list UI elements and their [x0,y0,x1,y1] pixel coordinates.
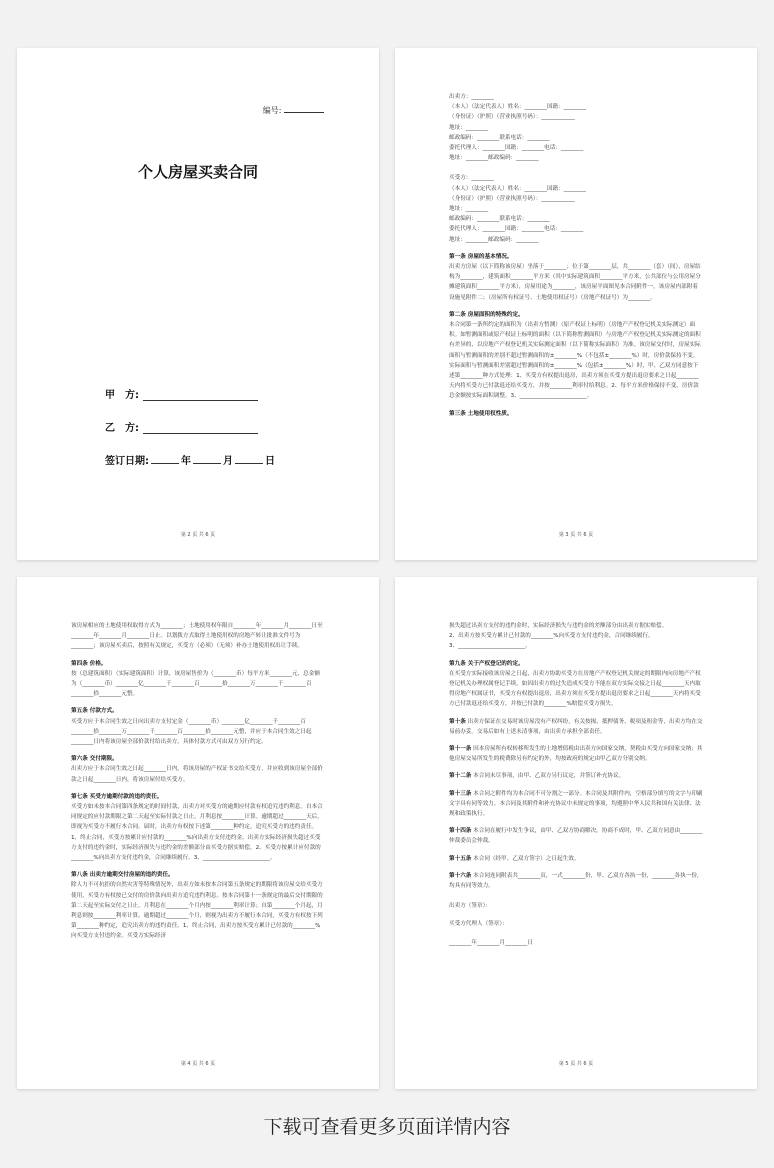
clause-heading: 第十六条 本合同连同附表共________页，一式________份，甲、乙双方各执一份，________各执一份，均具有同等效力。 [449,872,703,890]
clause-heading: 第十五条 本合同（经甲、乙双方签字）之日起生效。 [449,855,580,862]
text-line: 委托代理人：________国籍：________电话：________ [449,226,584,233]
clause-body: 买受方如未按本合同第四条规定的时间付款，出卖方对买受方的逾期应付款有权追究违约利息。自本合同规定的应付款期限之第二天起至实际付款之日止，月利息按________计算。逾期超过________天后，即视为买受方不履行本合同。届时，出卖方有权按下述第________种约定，追究买受方的违约责任。1、终止合同，买受方按累计应付款的________%向出卖方支付违约金。出卖方实际经济损失超过买受方支付的违约金时，实际经济损失与违约金的差额部分由买受方据实赔偿。2、买受方按累计应付款的________%向出卖方支付违约金，合同继续履行。3、________________________。 [71,804,323,862]
party-b-field: 乙 方: [105,419,258,434]
page-body [449,621,703,948]
text-line: 出卖方：________ [449,94,494,100]
signature-line: 出卖方（签章）： [449,903,491,910]
contract-page-5 [395,577,757,1089]
clause-body: 在买受方实际接收该房屋之日起，出卖方协助买受方在房地产产权登记机关规定的期限内向房地产产权登记机关办理权属登记手续。如因出卖方的过失造成买受方不能在双方实际交接之日起________天内取得房地产权属证书，买受方有权提出退房，出卖方须在买受方提出退房要求之日起________天内将买受方已付款退还给买受方，并按已付款的________%赔偿买受方损失。 [449,670,701,708]
signature-block [449,901,703,948]
contract-title: 个人房屋买卖合同 [137,163,258,181]
clause-body: 出卖方保证在交易时该房屋没有产权纠纷，有关按揭、抵押债务、税项及租金等，出卖方均在交易前办妥。交易后如有上述未清事项，由出卖方承担全部责任。 [449,718,703,735]
text-line: （本人）（法定代表人）姓名：________国籍：________ [449,104,587,111]
clause-heading: 第四条 价格。 [71,660,107,667]
text-line: 3、________________________。 [449,643,531,650]
page-number: 第 5 页 共 6 页 [558,1061,594,1067]
signature-line: 买受方代理人（签章）： [449,921,508,928]
clause-heading: 第一条 房屋的基本情况。 [449,253,513,260]
text-line: （本人）（法定代表人）姓名：________国籍：________ [449,185,587,192]
clause-body: 本合同第一条所约定的面积为（出卖方暂测）（原产权证上标明）（房地产产权登记机关实际测定）面积。如暂测面积或原产权证上标明的面积（以下简称暂测面积）与房地产产权登记机关实际测定的面积有差异的，以房地产产权登记机关实际测定面积（以下简称实际面积）为准。该房屋交付时，房屋实际面积与暂测面积的差别不超过暂测面积的±________%（不包括±________%）时，房价款保持不变。实际面积与暂测面积差别超过暂测面积的±________%（包括±________%）时，甲、乙双方同意按下述第________种方式处理：1、买受方有权提出退房，出卖方须在买受方提出退房要求之日起________天内将买受方已付款退还给买受方，并按________利率付给利息。2、每平方米价格保持不变，房价款总金额按实际面积调整。3、________________________。 [449,322,701,400]
page-body [449,92,703,419]
clause-heading: 第五条 付款方式。 [71,708,118,715]
text-line: （身份证）（护照）（营业执照号码）：____________ [449,195,575,202]
text-line: 邮政编码：________联系电话：________ [449,216,550,223]
text-line: 买受方：________ [449,175,494,182]
clauses-block [71,659,325,942]
clause-heading: 第十一条 因本房屋所有权转移所发生的土地增值税由出卖方向国家交纳，契税由买受方向国家交纳；其他房屋交易所发生的税费除另有约定的外，均按政府的规定由甲乙双方分别交纳。 [449,746,703,763]
carryover-block [449,621,703,652]
party-info-block [449,92,703,245]
clause-heading: 第九条 关于产权登记的约定。 [449,660,524,667]
text-line: 邮政编码：________联系电话：________ [449,134,550,141]
clause-heading: 第十条 出卖方保证在交易时该房屋没有产权纠纷，有关按揭、抵押债务、税项及租金等，出卖方均在交易前办妥。交易后如有上述未清事项，由出卖方承担全部责任。 [449,718,703,735]
clause-heading: 第六条 交付期限。 [71,756,118,763]
text-line: （身份证）（护照）（营业执照号码）：____________ [449,114,575,121]
clause-body: 本合同未尽事项，由甲、乙双方另行议定，并签订补充协议。 [471,773,625,780]
page-body [71,621,325,942]
text-line [449,163,703,173]
contract-page-4 [17,577,379,1089]
document-number: 编号: [263,105,324,116]
clause-body: 按（总建筑面积）（实际建筑面积）计算，该房屋售价为（________币）每平方米________元，总金额为（________币）________亿________千________百________拾________万________千________百________拾________元整。 [71,670,320,698]
clause-heading: 第三条 土地使用权性质。 [449,410,513,417]
clause-heading: 第七条 买受方逾期付款的违约责任。 [71,793,163,800]
land-use-block [71,621,325,652]
clause-heading: 第八条 出卖方逾期交付房屋的违约责任。 [71,872,174,879]
clause-body: 本合同连同附表共________页，一式________份，甲、乙双方各执一份，________各执一份，均具有同等效力。 [449,872,703,890]
text-line: 损失超过出卖方支付的违约金时，实际经济损失与违约金的差额部分由出卖方据实赔偿。 [449,623,668,629]
clause-heading: 第二条 房屋面积的特殊约定。 [449,311,524,318]
text-line: 地址：________邮政编码：________ [449,155,539,162]
text-line: 该房屋相应的土地使用权取得方式为________；土地使用权年限自________年________月________日至________年________月________日止。以划拨方式取得土地使用权的房地产转让批准文件号为________；该房屋买卖后，按照有关规定，买受方（必须）（无须）补办土地使用权出让手续。 [71,623,323,650]
clauses-block [449,252,703,419]
clauses-block [449,659,703,892]
page-number: 第 3 页 共 6 页 [558,532,594,538]
text-line: 地址：________ [449,206,489,213]
clause-body: 出卖方应于本合同生效之日起________日内，将该房屋的产权证书交给买受方，并应收到该房屋全部价款之日起________日内，将该房屋付给买受方。 [71,766,323,783]
contract-page-3 [395,48,757,560]
cover-page [17,48,379,560]
page-number: 第 4 页 共 6 页 [180,1061,216,1067]
text-line: 地址：________ [449,124,489,131]
signature-line: ________年________月________日 [449,939,533,946]
download-prompt: 下载可查看更多页面详情内容 [263,1116,511,1138]
page-number: 第 2 页 共 6 页 [180,532,216,538]
clause-heading: 第十三条 本合同之附件均为本合同不可分割之一部分。本合同及其附件内，空格部分填写的文字与印刷文字具有同等效力。本合同及其附件和补充协议中未规定的事项，均遵照中华人民共和国有关法律、法规和政策执行。 [449,790,703,818]
party-a-field: 甲 方: [105,386,258,401]
clause-heading: 第十二条 本合同未尽事项，由甲、乙双方另行议定，并签订补充协议。 [449,773,625,780]
text-line: 地址：________邮政编码：________ [449,236,539,243]
sign-date-field: 签订日期: 年 月 日 [105,456,275,467]
clause-body: 本合同在履行中发生争议，由甲、乙双方协商解决。协商不成时，甲、乙双方同意由________仲裁委员会仲裁。 [449,828,703,845]
clause-body: 因本房屋所有权转移所发生的土地增值税由出卖方向国家交纳，契税由买受方向国家交纳；其他房屋交易所发生的税费除另有约定的外，均按政府的规定由甲乙双方分别交纳。 [449,746,703,763]
clause-heading: 第十四条 本合同在履行中发生争议，由甲、乙双方协商解决。协商不成时，甲、乙双方同意由________仲裁委员会仲裁。 [449,828,703,845]
text-line: 委托代理人：________国籍：________电话：________ [449,145,584,152]
clause-body: 除人力不可抗拒的自然灾害等特殊情况外，出卖方如未按本合同第五条规定的期限将该房屋交给买受方使用，买受方有权按已交付的房价款向出卖方追究违约利息。按本合同第十一条规定的最后交付期限的第二天起至实际交付之日止，月利息在________个月内按________利率计算；自第________个月起，月利息则按________利率计算。逾期超过________个月，则视为出卖方不履行本合同，买受方有权按下列第________种约定，追究出卖方的违约责任。1、终止合同，出卖方按买受方累计已付款的________%向买受方支付违约金。买受方实际经济 [71,882,323,940]
clause-body: 出卖方房屋（以下简称该房屋）坐落于________；位于第________层，共________（套）（间），房屋结构为________，建筑面积________平方米（其中实际建筑面积________平方米，公共部位与公用房屋分摊建筑面积________平方米），房屋用途为________，该房屋平面图见本合同附件一，该房屋内部附着设施见附件二；（房屋所有权证号、土地使用权证号）（房地产权证号）为________。 [449,264,701,301]
text-line: 2、出卖方按买受方累计已付款的________%向买受方支付违约金，合同继续履行。 [449,633,654,640]
clause-body: 本合同之附件均为本合同不可分割之一部分。本合同及其附件内，空格部分填写的文字与印刷文字具有同等效力。本合同及其附件和补充协议中未规定的事项，均遵照中华人民共和国有关法律、法规和政策执行。 [449,790,703,818]
clause-body: 本合同（经甲、乙双方签字）之日起生效。 [471,855,580,862]
clause-body: 买受方应于本合同生效之日向出卖方支付定金（________币）________亿________千________百________拾________万________千________百________拾________元整，并应于本合同生效之日起________日内将该房屋全部价款付给出卖方。具体付款方式可由双方另行约定。 [71,718,312,746]
